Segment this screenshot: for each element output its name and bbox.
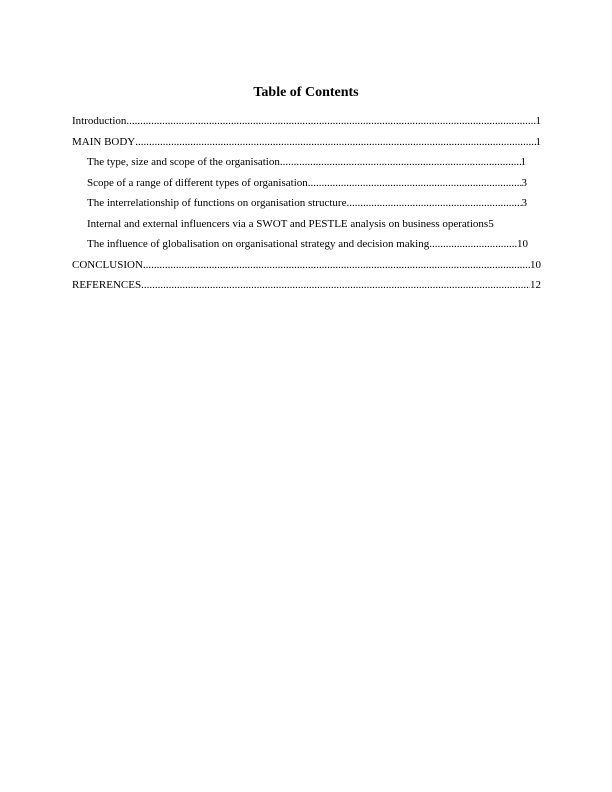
toc-entry-text: Introduction (72, 115, 127, 127)
toc-title: Table of Contents (253, 85, 359, 100)
toc-entry-swot-pestle[interactable] (87, 214, 530, 235)
toc-leader-dots (280, 152, 521, 173)
toc-entry-references[interactable] (72, 275, 541, 296)
toc-entry-text: REFERENCES (72, 279, 142, 291)
toc-leader-dots (126, 111, 535, 132)
toc-entry-introduction[interactable] (72, 111, 541, 132)
toc-page-number: 1 (520, 156, 526, 168)
toc-entry-scope-range[interactable] (87, 173, 527, 194)
toc-entry-text: Internal and external influencers via a SWOT and PESTLE analysis on business operations (87, 217, 489, 230)
toc-entry-main-body[interactable] (72, 132, 541, 153)
toc-leader-dots (141, 275, 530, 296)
toc-entry-text: The type, size and scope of the organisation (87, 156, 280, 168)
toc-leader-dots (308, 173, 522, 194)
toc-entry-globalisation[interactable] (87, 234, 528, 255)
toc-entry-interrelationship[interactable] (87, 193, 527, 214)
toc-entry-conclusion[interactable] (72, 255, 541, 276)
toc-page-number: 3 (521, 197, 527, 209)
toc-leader-dots (346, 193, 521, 214)
toc-page-number: 10 (530, 258, 541, 271)
toc-entry-text: MAIN BODY (72, 135, 136, 148)
toc-list (0, 111, 612, 296)
toc-entry-text: CONCLUSION (72, 258, 143, 271)
toc-page-number: 1 (535, 135, 541, 148)
toc-page-number: 1 (535, 115, 541, 127)
toc-leader-dots (429, 234, 517, 255)
toc-page-number: 12 (530, 279, 541, 291)
toc-entry-text: The influence of globalisation on organisational strategy and decision making (87, 238, 430, 250)
toc-page-number: 5 (488, 217, 494, 230)
toc-leader-dots (135, 132, 535, 153)
toc-leader-dots (143, 255, 530, 276)
toc-page-number: 3 (521, 176, 527, 189)
toc-entry-type-size-scope[interactable] (87, 152, 526, 173)
toc-entry-text: The interrelationship of functions on organisation structure (87, 197, 347, 209)
toc-page-number: 10 (517, 238, 528, 250)
toc-entry-text: Scope of a range of different types of organisation (87, 176, 308, 189)
